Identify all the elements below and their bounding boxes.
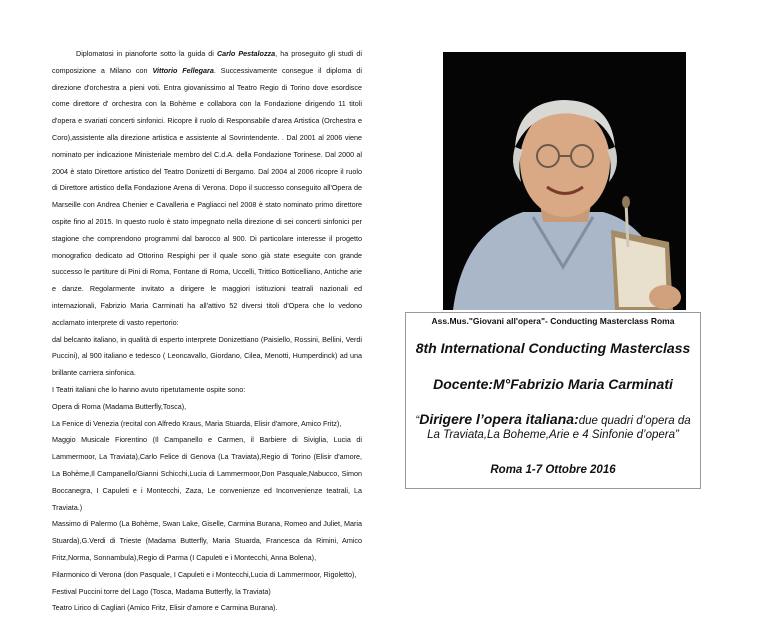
association-name: Ass.Mus."Giovani all'opera"- Conducting Masterclass Roma bbox=[431, 316, 675, 326]
conductor-photo bbox=[443, 52, 686, 310]
theatre-item: Maggio Musicale Fiorentino (Il Campanello e Carmen, il Barbiere di Siviglia, Lucia di Lammermoor, La Traviata),Carlo Felice di Genova (La Traviata),Regio di Torino (Elisir d'amore, La Bohème,Il Campanello/Gianni Schicchi,Lucia di Lammermoor,Don Pasquale,Nabucco, Simon Boccanegra, I Capuleti e i Montecchi, Zaza, Le convenienze ed Inconvenienze teatrali, La Traviata.) bbox=[52, 435, 362, 512]
teacher-name-pestalozza: Carlo Pestalozza bbox=[216, 49, 276, 58]
event-dates: Roma 1-7 Ottobre 2016 bbox=[490, 464, 616, 476]
theatre-item: Opera di Roma (Madama Butterfly,Tosca), bbox=[52, 401, 187, 411]
course-details: due quadri d’opera da La Traviata,La Boheme,Arie e 4 Sinfonie d’opera” bbox=[427, 415, 691, 441]
bio-text: Diplomatosi in pianoforte sotto la guida di bbox=[76, 49, 217, 58]
quote-mark: “ bbox=[415, 415, 420, 427]
course-title: Dirigere l’opera italiana: bbox=[419, 411, 579, 427]
bio-paragraph-3: I Teatri italiani che lo hanno avuto ripetutamente ospite sono: bbox=[52, 384, 246, 394]
bio-text: . Successivamente consegue il diploma di direzione d'orchestra a pieni voti. Entra giovanissimo al Teatro Regio di Torino dove esordisce come direttore d' orchestra con la Bohème e collabora con la Fondazione dirigendo 11 titoli d'opera e svariati concerti sinfonici. Ricopre il ruolo di Responsabile d'area Artistica (Orchestra e Coro),assistente alla direzione artistica e assistente al Sovrintendente. . Dal 2001 al 2006 viene nominato per indicazione Ministeriale membro del C.d.A. della Fondazione Torinese. Dal 2000 al 2004 è stato Direttore artistico del Teatro Donizetti di Bergamo. Dal 2004 al 2006 ricopre il ruolo di Direttore artistico della Fondazione Arena di Verona. Dopo il successo conseguito all'Opera de Marseille con Andrea Chenier e Cavalleria e Pagliacci nel 2008 è stato nominato primo direttore ospite fino al 2015. In questo ruolo è stato impegnato nella direzione di sei concerti sinfonici per stagione che comprendono programmi dal barocco al 900. Di particolare interesse il progetto monografico dedicato ad Ottorino Respighi per il quale sono già state eseguite con grande successo le partiture di Pini di Roma, Fontane di Roma, Uccelli, Trittico Botticelliano, Antiche arie e danze. Regolarmente invitato a dirigere le maggiori istituzioni teatrali nazionali ed internazionali, Fabrizio Maria Carminati ha all'attivo 52 diversi titoli d'Opera che lo vedono acclamato interprete di vasto repertorio: bbox=[52, 65, 362, 327]
teacher-line: Docente:M°Fabrizio Maria Carminati bbox=[433, 376, 673, 392]
masterclass-heading: 8th International Conducting Masterclass bbox=[415, 340, 691, 356]
theatre-item: Massimo di Palermo (La Bohème, Swan Lake, Giselle, Carmina Burana, Romeo and Juliet, Maria Stuarda),G.Verdi di Trieste (Madama Butterfly, Maria Stuarda, Francesca da Rimini, Amico Fritz,Norma, Sonnambula),Regio di Parma (I Capuleti e i Montecchi, Anna Bolena), bbox=[52, 519, 362, 562]
bio-paragraph-1 bbox=[52, 46, 362, 332]
theatre-item: Teatro Lirico di Cagliari (Amico Fritz, Elisir d'amore e Carmina Burana). bbox=[52, 603, 278, 613]
course-description bbox=[406, 412, 700, 442]
teacher-name-fellegara: Vittorio Fellegara bbox=[152, 65, 214, 75]
bio-paragraph-2: dal belcanto italiano, in qualità di esperto interprete Donizettiano (Paisiello, Rossini, Bellini, Verdi Puccini), al 900 italiano e tedesco ( Leoncavallo, Giordano, Cilea, Menotti, Humperdinck) ad una brillante carriera sinfonica. bbox=[52, 334, 362, 378]
theatre-list bbox=[52, 399, 362, 617]
conductor-portrait-image bbox=[443, 52, 686, 310]
theatre-item: La Fenice di Venezia (recital con Alfredo Kraus, Maria Stuarda, Elisir d'amore, Amico Fritz), bbox=[52, 418, 342, 428]
theatre-item: Festival Puccini torre del Lago (Tosca, Madama Butterfly, la Traviata) bbox=[52, 586, 271, 596]
bio-text: , ha proseguito gli studi di composizione a Milano con bbox=[52, 49, 362, 75]
masterclass-flyer bbox=[405, 312, 701, 489]
theatre-item: Filarmonico di Verona (don Pasquale, I Capuleti e i Montecchi,Lucia di Lammermoor, Rigoletto), bbox=[52, 569, 357, 579]
biography bbox=[52, 46, 362, 617]
